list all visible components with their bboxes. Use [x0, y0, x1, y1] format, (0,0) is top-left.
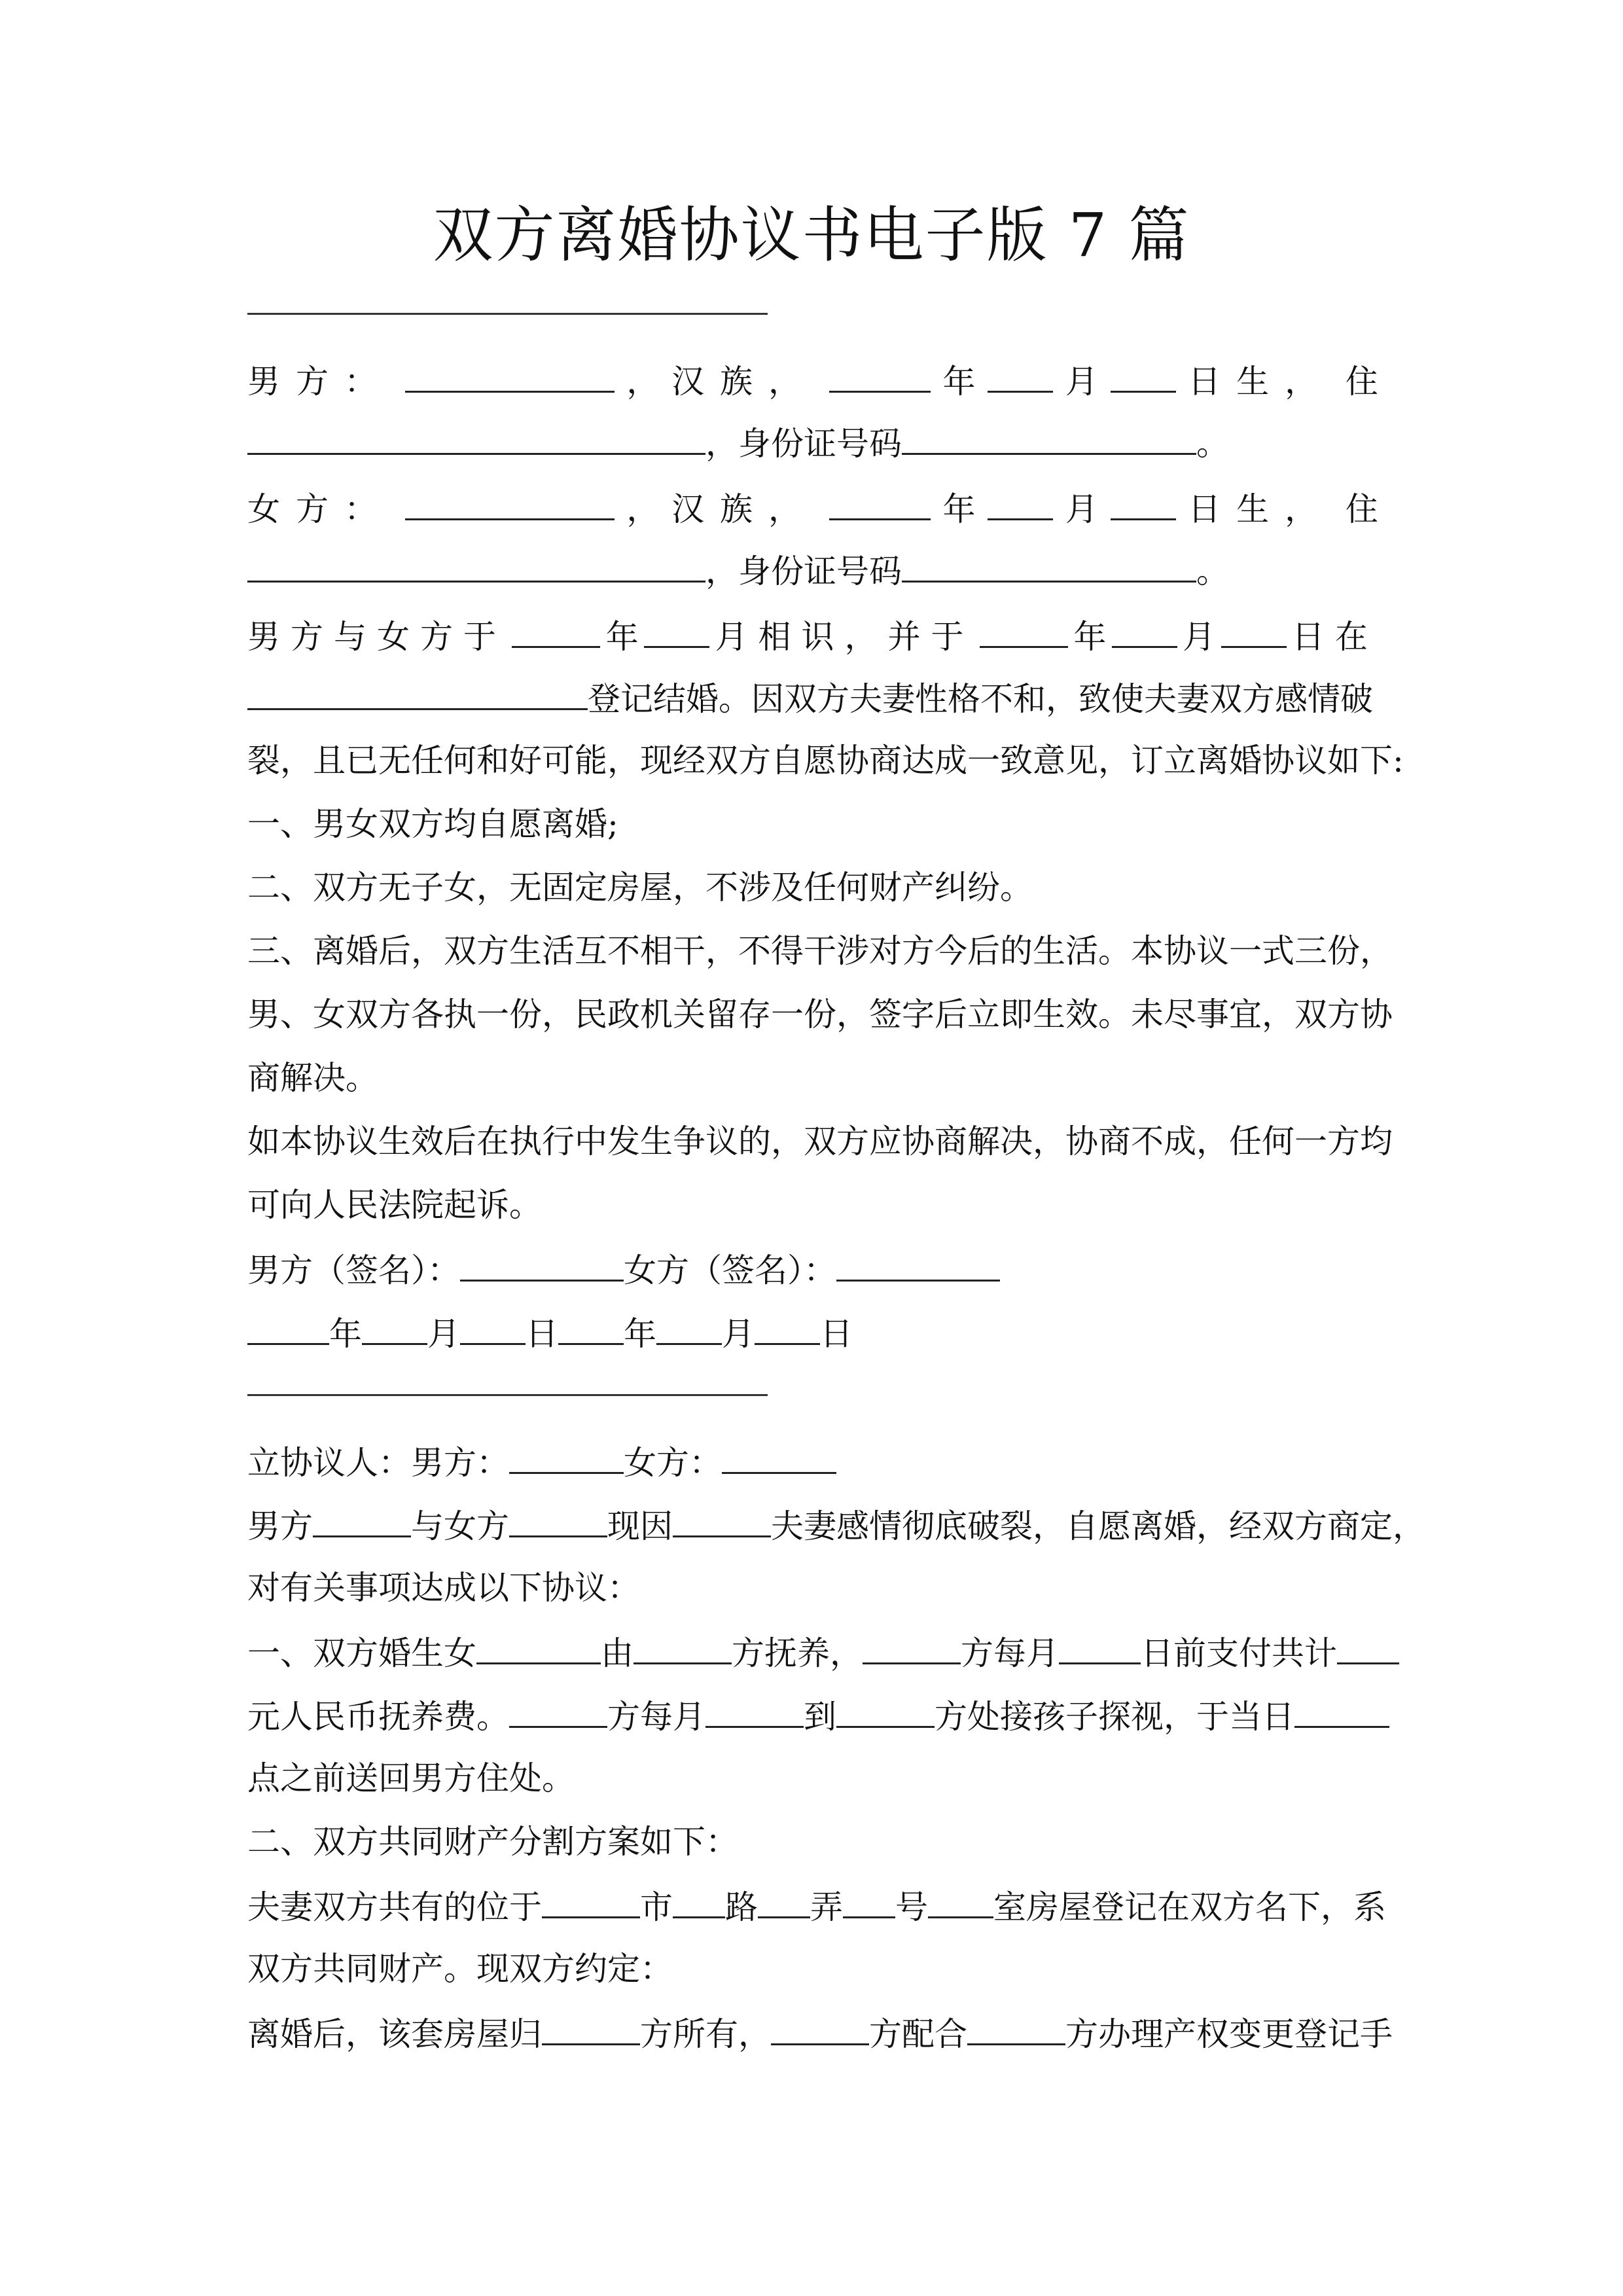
text: 市 — [640, 1888, 673, 1926]
text: 年 — [624, 1315, 656, 1353]
text: 男方（签名）： — [247, 1251, 460, 1289]
blank-field — [405, 357, 615, 393]
text: 汉族， — [671, 490, 817, 528]
female-info-line — [247, 484, 1378, 530]
blank-field — [509, 1438, 624, 1474]
text: 年 — [605, 618, 639, 656]
blank-field — [542, 2009, 640, 2045]
text: 立协议人：男方： — [247, 1444, 509, 1482]
blank-field — [1294, 1692, 1389, 1728]
text: 。 — [1196, 552, 1229, 590]
text: 室房屋登记在双方名下，系 — [993, 1888, 1386, 1926]
blank-field — [1221, 612, 1287, 648]
text: 由 — [601, 1634, 633, 1672]
property-line-3 — [247, 2009, 1393, 2055]
text: 一、双方婚生女 — [247, 1634, 476, 1672]
text: 。 — [1196, 425, 1229, 463]
blank-field — [247, 1309, 329, 1345]
text: 男方 — [247, 1507, 313, 1545]
blank-field — [1112, 612, 1177, 648]
blank-field — [512, 612, 600, 648]
blank-field — [673, 1882, 725, 1918]
blank-field — [313, 1501, 411, 1537]
text: 日生， — [1188, 363, 1334, 401]
signature-line — [247, 1246, 1378, 1291]
text: 月 — [722, 1315, 755, 1353]
text: 方处接孩子探视，于当日 — [935, 1698, 1294, 1736]
text: 住 — [1345, 363, 1378, 401]
text: 日在 — [1291, 618, 1378, 656]
text: 住 — [1345, 490, 1378, 528]
blank-field — [362, 1309, 427, 1345]
text: 方配合 — [869, 2015, 967, 2053]
text: 月相识，并于 — [715, 618, 974, 656]
text: 汉族， — [671, 363, 817, 401]
blank-field — [460, 1246, 624, 1282]
female-address-line — [247, 547, 1378, 592]
agreement-intro-line-2: 对有关事项达成以下协议： — [247, 1569, 640, 1607]
blank-field — [542, 1882, 640, 1918]
blank-field — [863, 1628, 961, 1664]
blank-field — [836, 1246, 1000, 1282]
blank-field — [928, 1882, 993, 1918]
text: 男方与女方于 — [247, 618, 507, 656]
blank-field — [843, 1882, 895, 1918]
text: 月 — [1183, 618, 1216, 656]
blank-field — [705, 1692, 804, 1728]
blank-field — [980, 612, 1068, 648]
agreement-intro-line — [247, 1501, 1425, 1547]
text: ，身份证号码 — [705, 552, 902, 590]
support-line — [247, 1692, 1378, 1738]
text: 登记结婚。因双方夫妻性格不和，致使夫妻双方感情破 — [588, 680, 1373, 718]
blank-field — [460, 1309, 526, 1345]
text: 方抚养， — [732, 1634, 863, 1672]
text: 月 — [427, 1315, 460, 1353]
property-heading: 二、双方共同财产分割方案如下： — [247, 1823, 738, 1861]
text: 离婚后，该套房屋归 — [247, 2015, 542, 2053]
blank-field — [558, 1309, 624, 1345]
text: 方每月 — [607, 1698, 705, 1736]
clause-3-line-1: 三、离婚后，双方生活互不相干，不得干涉对方今后的生活。本协议一式三份， — [247, 932, 1393, 970]
text: 月 — [1065, 363, 1098, 401]
blank-field — [673, 1501, 771, 1537]
text: 年 — [1073, 618, 1107, 656]
text: 女方： — [624, 1444, 722, 1482]
blank-field — [247, 547, 705, 583]
blank-field — [902, 547, 1196, 583]
clause-3-line-3: 商解决。 — [247, 1059, 378, 1097]
blank-field — [633, 1628, 732, 1664]
text: 到 — [804, 1698, 836, 1736]
blank-field — [644, 612, 709, 648]
blank-field — [829, 357, 931, 393]
paragraph-line: 裂，且已无任何和好可能，现经双方自愿协商达成一致意见，订立离婚协议如下: — [247, 742, 1404, 780]
blank-field — [247, 674, 588, 710]
blank-field — [1059, 1628, 1141, 1664]
divider-line — [247, 313, 768, 315]
text: 方所有， — [640, 2015, 771, 2053]
blank-field — [509, 1501, 607, 1537]
label: 男方： — [247, 363, 393, 401]
blank-field — [405, 484, 615, 520]
text: 与女方 — [411, 1507, 509, 1545]
blank-field — [771, 2009, 869, 2045]
document-title: 双方离婚协议书电子版 7 篇 — [433, 200, 1190, 270]
male-info-line — [247, 357, 1378, 403]
blank-field — [1337, 1628, 1399, 1664]
blank-field — [722, 1438, 836, 1474]
text: 日生， — [1188, 490, 1334, 528]
blank-field — [755, 1309, 820, 1345]
blank-field — [247, 419, 705, 455]
blank-field — [902, 419, 1196, 455]
text: 方办理产权变更登记手 — [1065, 2015, 1393, 2053]
blank-field — [967, 2009, 1065, 2045]
blank-field — [1111, 484, 1176, 520]
blank-field — [829, 484, 931, 520]
date-line — [247, 1309, 1378, 1355]
blank-field — [988, 484, 1053, 520]
text: 号 — [895, 1888, 928, 1926]
male-address-line — [247, 419, 1378, 465]
text: 方每月 — [961, 1634, 1059, 1672]
property-address-line — [247, 1882, 1386, 1928]
meet-line — [247, 612, 1378, 658]
label: 女方： — [247, 490, 393, 528]
dispute-line-2: 可向人民法院起诉。 — [247, 1186, 542, 1224]
blank-field — [836, 1692, 935, 1728]
text: ，身份证号码 — [705, 425, 902, 463]
dispute-line-1: 如本协议生效后在执行中发生争议的，双方应协商解决，协商不成，任何一方均 — [247, 1122, 1393, 1160]
registration-line — [247, 674, 1378, 720]
custody-line — [247, 1628, 1378, 1674]
clause-1: 一、男女双方均自愿离婚; — [247, 805, 618, 843]
text: 日 — [820, 1315, 853, 1353]
text: 年 — [942, 490, 976, 528]
text: 夫妻感情彻底破裂，自愿离婚，经双方商定， — [771, 1507, 1425, 1545]
blank-field — [758, 1882, 810, 1918]
divider-line — [247, 1394, 768, 1396]
text: 月 — [1065, 490, 1098, 528]
text: ， — [626, 490, 660, 528]
clause-3-line-2: 男、女双方各执一份，民政机关留存一份，签字后立即生效。未尽事宜，双方协 — [247, 996, 1393, 1033]
text: 日 — [526, 1315, 558, 1353]
text: ， — [626, 363, 660, 401]
blank-field — [988, 357, 1053, 393]
text: 年 — [329, 1315, 362, 1353]
clause-2: 二、双方无子女，无固定房屋，不涉及任何财产纠纷。 — [247, 869, 1033, 906]
text: 路 — [725, 1888, 758, 1926]
blank-field — [476, 1628, 601, 1664]
text: 女方（签名）： — [624, 1251, 836, 1289]
text: 夫妻双方共有的位于 — [247, 1888, 542, 1926]
blank-field — [1111, 357, 1176, 393]
text: 弄 — [810, 1888, 843, 1926]
text: 现因 — [607, 1507, 673, 1545]
parties-line — [247, 1438, 1378, 1484]
blank-field — [509, 1692, 607, 1728]
property-line-2: 双方共同财产。现双方约定： — [247, 1950, 673, 1988]
text: 元人民币抚养费。 — [247, 1698, 509, 1736]
text: 日前支付共计 — [1141, 1634, 1337, 1672]
text: 年 — [942, 363, 976, 401]
return-line: 点之前送回男方住处。 — [247, 1759, 575, 1797]
blank-field — [656, 1309, 722, 1345]
